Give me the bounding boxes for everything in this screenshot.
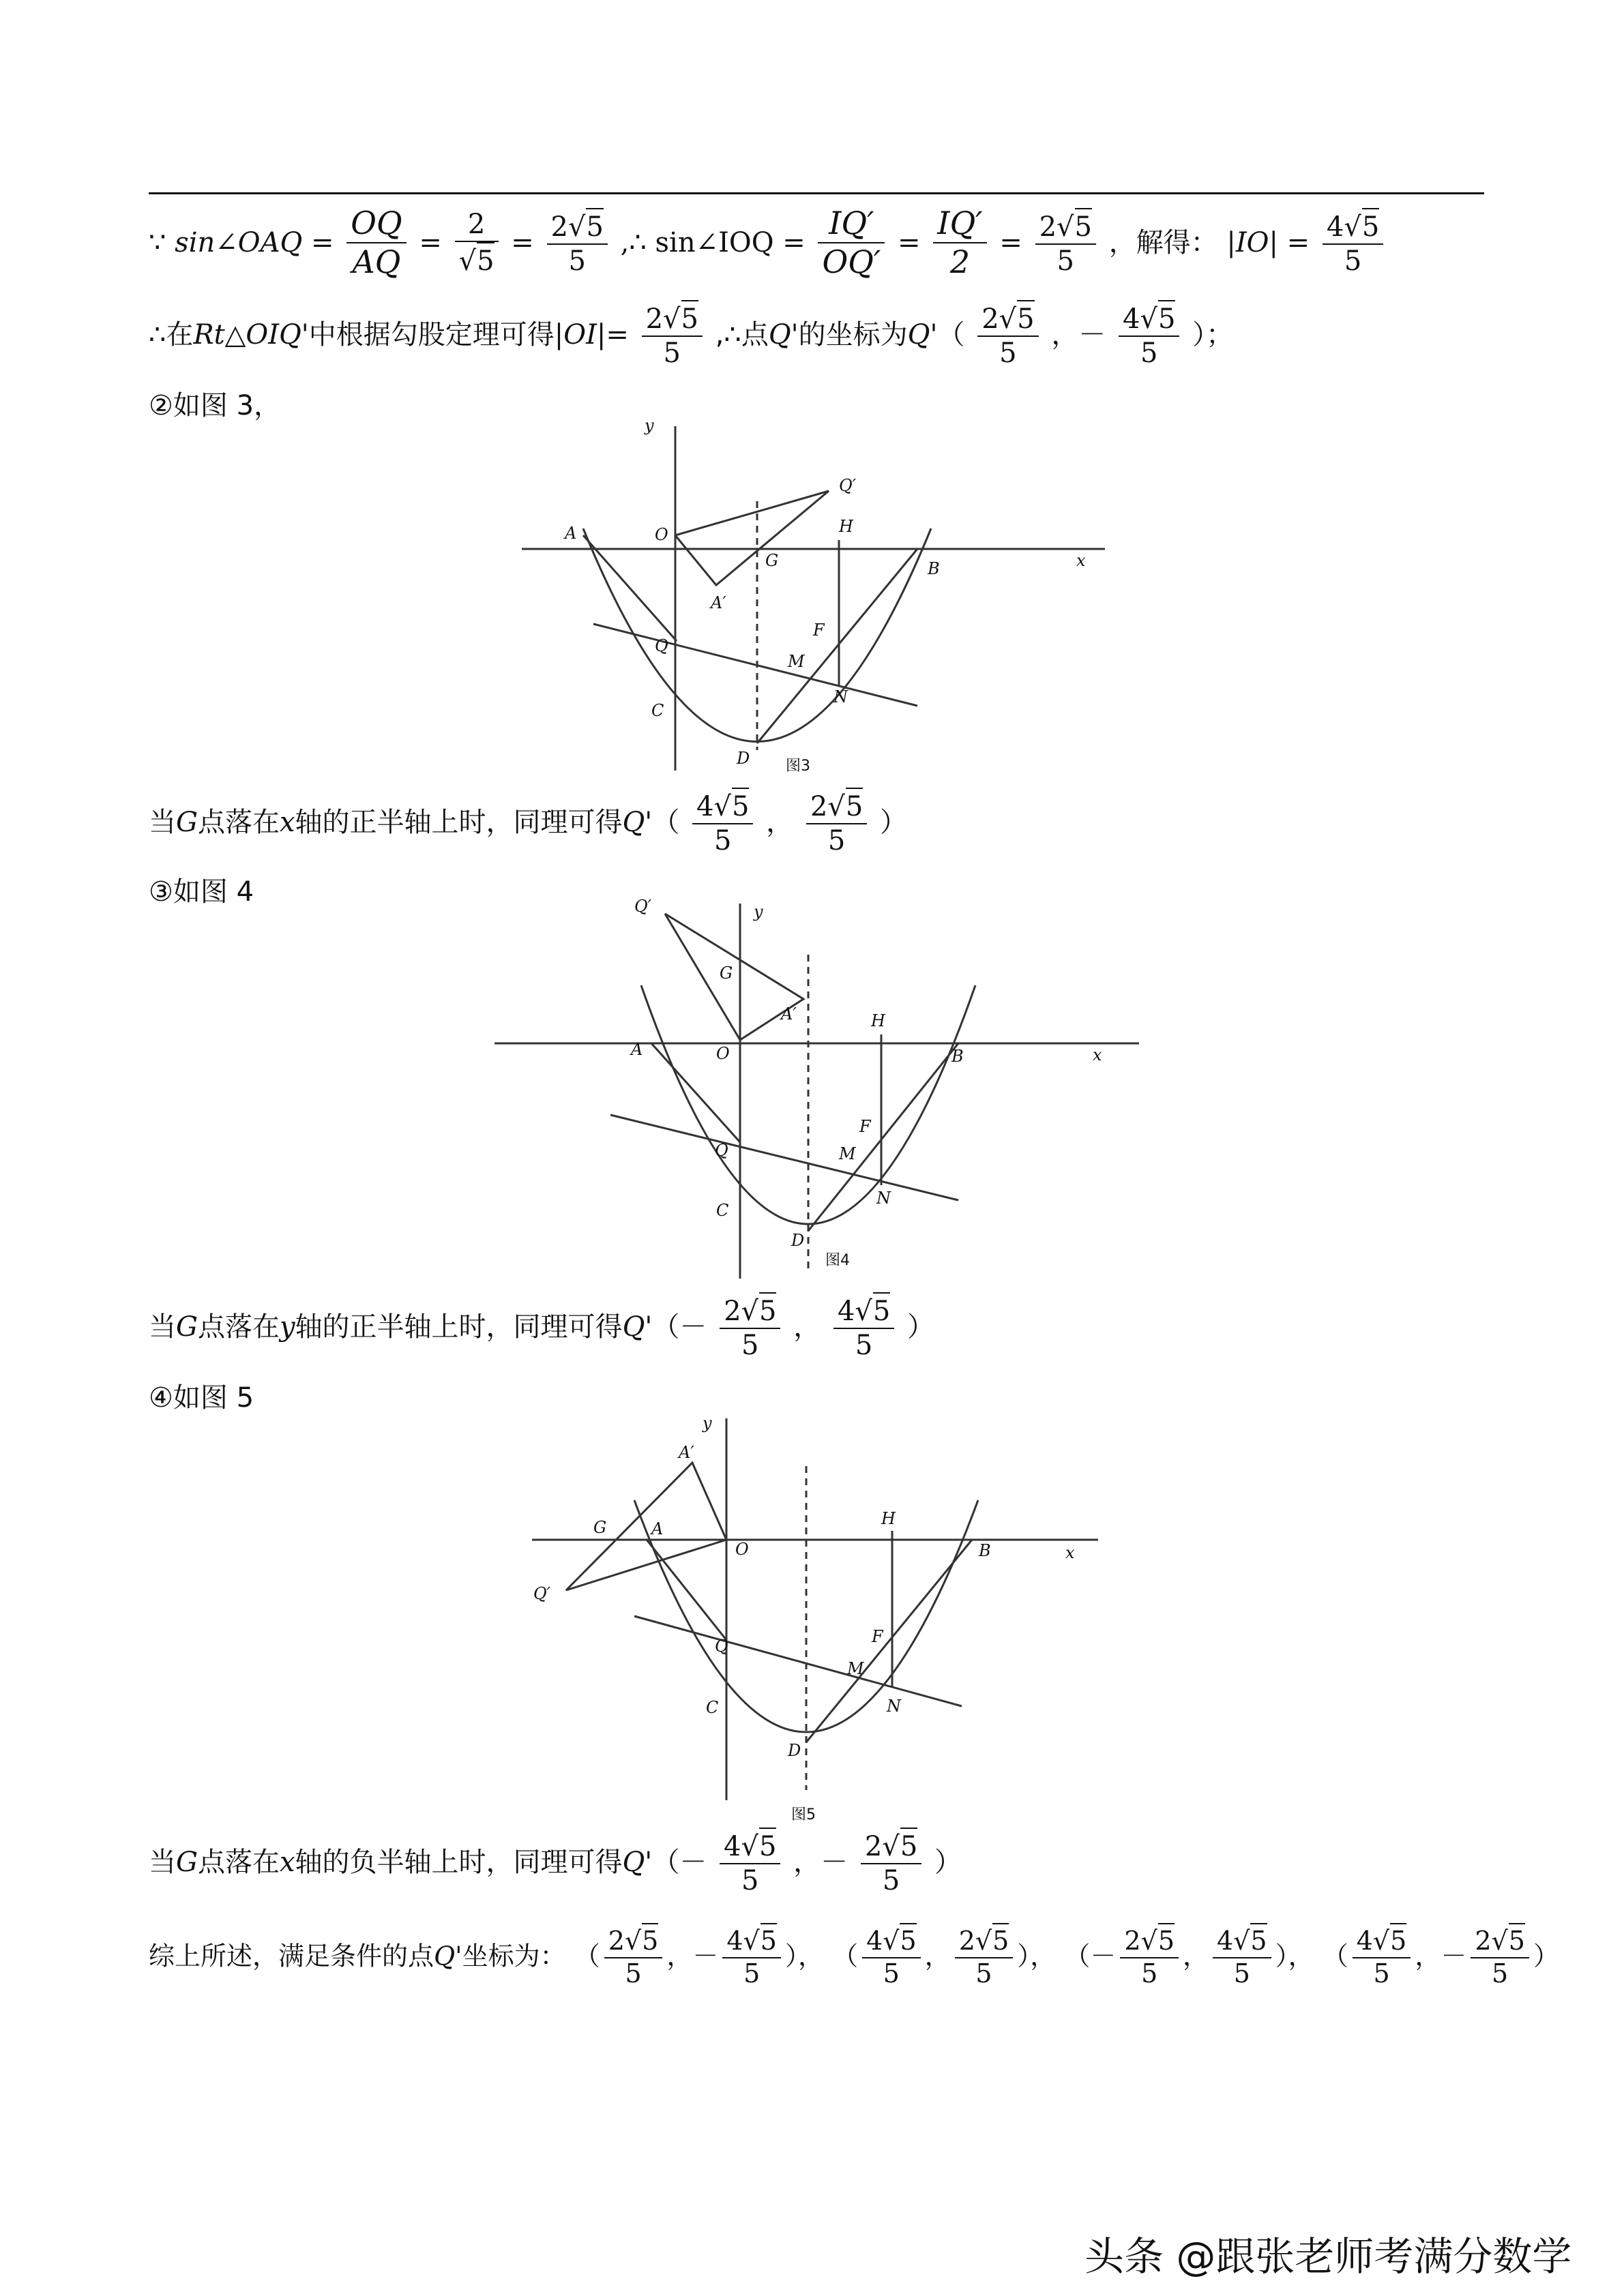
summary-line [149,1923,1559,1989]
point-q: Q' [768,319,799,351]
equals: = [898,227,921,259]
case-2-title: ②如图 3， [149,390,282,421]
numerator: 4√5 [1213,1923,1271,1958]
coef: 2 [958,1926,975,1956]
jiede-text: ，解得： [1108,227,1218,259]
numerator: 4√5 [722,1923,781,1958]
label-d: D [737,749,750,768]
coef: 4 [724,1831,741,1862]
radicand: 5 [1075,208,1092,243]
numerator: IQ′ [818,205,885,243]
point-q: Q' [907,319,938,351]
denominator: 5 [855,1330,873,1361]
label-o: O [655,525,668,544]
label-b: B [979,1541,991,1560]
coef: 4 [696,791,714,822]
denominator: 5 [714,825,732,856]
point-g: G [176,1311,198,1343]
axis: x [279,807,295,838]
label-y: y [645,416,654,435]
paren: （ [937,319,965,351]
coef: 2 [1124,1926,1141,1956]
denominator: 5 [1057,245,1074,278]
triangle-name: Rt△OIQ' [193,319,309,351]
label-y: y [703,1414,712,1433]
separator: ， [793,1311,821,1343]
fraction [861,1828,921,1897]
numerator: 2√5 [720,1292,780,1329]
label-h: H [839,517,853,536]
equation-line-2 [149,300,1233,370]
numerator: 2 [455,208,499,242]
numerator: 4√5 [1119,300,1179,337]
fraction [1120,1923,1179,1989]
coef: 4 [726,1926,743,1956]
fraction-2-sqrt5 [455,208,499,278]
denominator: √5 [455,242,499,278]
segment-db [757,549,917,743]
denominator: 5 [1344,245,1362,278]
fraction-iq-2 [933,205,986,281]
radicand: 5 [1250,1923,1267,1957]
numerator: 2√5 [1471,1923,1529,1958]
coef: 2 [1475,1926,1492,1956]
watermark: 头条 @跟张老师考满分数学 [1084,2233,1572,2280]
equals: = [310,227,334,259]
radicand: 5 [846,788,863,823]
denominator: 5 [743,1958,761,1988]
fraction [806,788,867,857]
fraction-2sqrt5-5-b [1035,208,1096,278]
label-q-prime: Q′ [634,897,652,916]
numerator: 2√5 [642,300,703,337]
paren: （－ [652,1311,707,1343]
radicand: 5 [1390,1923,1406,1957]
numerator: 4√5 [862,1923,921,1958]
numerator: IQ′ [933,205,986,243]
text: 坐标为： [462,1941,566,1971]
denominator: OQ′ [822,243,881,281]
oi-length: |OI| [554,319,606,351]
triangle-oaq-prime [675,491,829,585]
text: 点落在 [197,1311,280,1343]
paren: ）， [1017,1941,1057,1971]
coef: 4 [1217,1926,1234,1956]
coef: 4 [1326,211,1344,243]
label-a-prime: A′ [679,1443,694,1462]
label-q: Q [715,1637,728,1656]
coef: 2 [1039,211,1057,243]
fraction-iq-oq [818,205,885,281]
fraction [833,1292,894,1362]
separator: ，－ [666,1941,719,1971]
label-q-prime: Q′ [533,1584,551,1603]
radicand: 5 [1509,1923,1525,1957]
denominator: 5 [882,1865,900,1896]
label-m: M [839,1144,856,1163]
label-a: A [565,524,577,543]
label-q: Q [655,636,668,655]
io-length: |IO| [1226,227,1278,259]
paren: （ [1322,1941,1348,1971]
line-qn [610,1115,958,1200]
label-f: F [859,1117,871,1136]
separator: ，－ [1051,319,1106,351]
coef: 4 [1123,303,1140,335]
separator: ， [1183,1941,1209,1971]
numerator: 4√5 [692,788,753,824]
numerator: 4√5 [1323,208,1383,245]
paren: （－ [1064,1941,1117,1971]
denominator: 2 [949,243,971,281]
label-y: y [754,902,763,921]
radicand: 5 [992,1923,1009,1957]
denominator: 5 [975,1958,992,1988]
label-c: C [706,1698,719,1717]
coef: 4 [1356,1926,1373,1956]
label-m: M [847,1659,864,1678]
numerator: 4√5 [1353,1923,1411,1958]
text: 点落在 [197,807,280,838]
label-f: F [813,621,825,640]
label-d: D [791,1231,805,1250]
point-q: Q' [622,1847,653,1878]
segment-aq [647,1540,726,1640]
denominator: 5 [741,1865,759,1896]
text: 轴的负半轴上时，同理可得 [295,1847,623,1878]
case-3-result [149,1292,934,1362]
label-n: N [833,687,848,706]
label-x: x [1065,1543,1075,1562]
point-q: Q' [622,1311,653,1343]
triangle-oaq-prime [566,1463,726,1590]
equation-line-1 [149,205,1387,281]
label-n: N [876,1189,891,1208]
fraction [1353,1923,1411,1989]
equals: = [999,227,1022,259]
therefore-sin-ioq: ,∴ sin∠IOQ [620,227,774,259]
point-q: Q' [434,1941,462,1971]
separator: ， [766,807,794,838]
equals: = [511,227,534,259]
case-4-title: ④如图 5 [149,1382,254,1414]
separator: ， [924,1941,951,1971]
denominator: 5 [999,338,1017,369]
label-b: B [928,559,940,578]
text: 中根据勾股定理可得 [308,319,555,351]
text: 轴的正半轴上时，同理可得 [295,807,623,838]
label-o: O [716,1044,730,1063]
radicand: 5 [761,1923,777,1957]
paren: ）； [1192,319,1234,351]
line-qn [634,1616,962,1706]
fraction [720,1828,780,1897]
denominator: 5 [1373,1958,1390,1988]
radicand: 5 [873,1292,890,1328]
denominator: 5 [625,1958,642,1988]
figure-5 [525,1412,1112,1821]
radicand: 5 [759,1292,776,1328]
label-x: x [1076,551,1086,570]
fraction [862,1923,921,1989]
text: 当 [149,1311,176,1343]
label-b: B [951,1047,964,1066]
point-g: G [176,1847,198,1878]
numerator: 2√5 [1035,208,1096,245]
label-h: H [871,1011,885,1030]
radicand: 5 [732,788,749,823]
radicand: 5 [1158,300,1175,336]
separator: ，－ [793,1847,848,1878]
equals: = [419,227,442,259]
coef: 2 [724,1296,741,1327]
text: 轴的正半轴上时，同理可得 [295,1311,623,1343]
fraction [604,1923,663,1989]
denominator: 5 [1140,338,1158,369]
paren: ） [880,807,907,838]
paren: ）， [784,1941,824,1971]
coef: 2 [981,303,999,335]
numerator: 2√5 [604,1923,663,1958]
paren: ）， [1275,1941,1314,1971]
denominator: AQ [352,243,401,281]
label-c: C [716,1201,729,1220]
text: 当 [149,1847,176,1878]
paren: ） [1533,1941,1559,1971]
coef: 2 [810,791,828,822]
radicand: 5 [477,242,494,278]
text: 点落在 [197,1847,280,1878]
numerator: 4√5 [833,1292,894,1329]
label-a-prime: A′ [711,593,726,612]
fraction [720,1292,780,1362]
paren: （ [574,1941,600,1971]
label-o: O [735,1540,749,1559]
paren: （－ [652,1847,707,1878]
caption-fig-5: 图5 [791,1806,816,1823]
radicand: 5 [900,1923,916,1957]
numerator: 2√5 [861,1828,921,1864]
figure-3 [518,416,1119,777]
label-a: A [631,1040,643,1059]
label-g: G [593,1518,607,1537]
radicand: 5 [1362,208,1379,243]
label-a: A [651,1519,664,1538]
case-3-title: ③如图 4 [149,876,254,908]
denominator: 5 [741,1330,759,1361]
equals: = [782,227,806,259]
denominator: 5 [827,825,846,856]
point-g: G [176,807,198,838]
denominator: 5 [1233,1958,1250,1988]
caption-fig-3: 图3 [786,758,810,775]
text: ,∴点 [715,319,769,351]
label-n: N [887,1697,901,1716]
fraction-2sqrt5-5 [547,208,608,278]
fraction [1119,300,1179,370]
paren: （ [652,807,680,838]
label-f: F [872,1627,883,1646]
fraction [722,1923,781,1989]
numerator: OQ [346,205,406,243]
label-q: Q [715,1141,728,1160]
denominator: 5 [663,338,681,369]
radicand: 5 [759,1828,776,1863]
coef: 4 [866,1926,883,1956]
fraction [955,1923,1014,1989]
denominator: 5 [568,245,586,278]
case-2-result [149,788,907,857]
text: 综上所述，满足条件的点 [149,1941,434,1971]
label-g: G [720,964,733,983]
header-rule [149,192,1484,194]
equals: = [606,319,629,351]
numerator: 2√5 [806,788,867,824]
label-h: H [881,1509,896,1528]
fraction [692,788,753,857]
caption-fig-4: 图4 [825,1252,850,1269]
numerator: 4√5 [720,1828,780,1864]
denominator: 5 [1492,1958,1509,1988]
numerator: 2√5 [977,300,1038,337]
figure-4 [491,897,1146,1279]
line-qn [593,624,917,706]
label-q-prime: Q′ [839,476,857,495]
sin-oaq: sin∠OAQ [175,227,303,259]
radicand: 5 [1158,1923,1175,1957]
case-4-result [149,1828,962,1897]
paren: （ [832,1941,859,1971]
fraction [642,300,703,370]
text: 的坐标为 [798,319,908,351]
paren: ） [934,1847,962,1878]
label-m: M [788,652,805,671]
numerator: 2√5 [1120,1923,1179,1958]
label-g: G [765,551,779,570]
radicand: 5 [681,300,698,336]
separator: ，－ [1415,1941,1467,1971]
text: ∴在 [149,319,194,351]
fraction-oq-aq [346,205,406,281]
fraction [1213,1923,1271,1989]
paren: ） [907,1311,935,1343]
equals: = [1286,227,1310,259]
coef: 2 [608,1926,625,1956]
coef: 2 [550,211,568,243]
coef: 2 [864,1831,883,1862]
radicand: 5 [900,1828,917,1863]
label-a-prime: A′ [781,1004,797,1024]
radicand: 5 [642,1923,658,1957]
coef: 4 [837,1296,855,1327]
text: 当 [149,807,176,838]
radicand: 5 [1017,300,1034,336]
fraction-4sqrt5-5 [1323,208,1383,278]
axis: y [279,1311,295,1343]
radicand: 5 [586,208,603,243]
fraction [1471,1923,1529,1989]
label-x: x [1093,1045,1102,1064]
axis: x [279,1847,295,1878]
label-c: C [651,701,664,720]
denominator: 5 [1141,1958,1158,1988]
numerator: 2√5 [955,1923,1014,1958]
label-d: D [788,1741,801,1760]
denominator: 5 [883,1958,900,1988]
because-symbol: ∵ [149,227,166,259]
coef: 2 [645,303,664,335]
numerator: 2√5 [547,208,608,245]
fraction [977,300,1038,370]
point-q: Q' [622,807,653,838]
